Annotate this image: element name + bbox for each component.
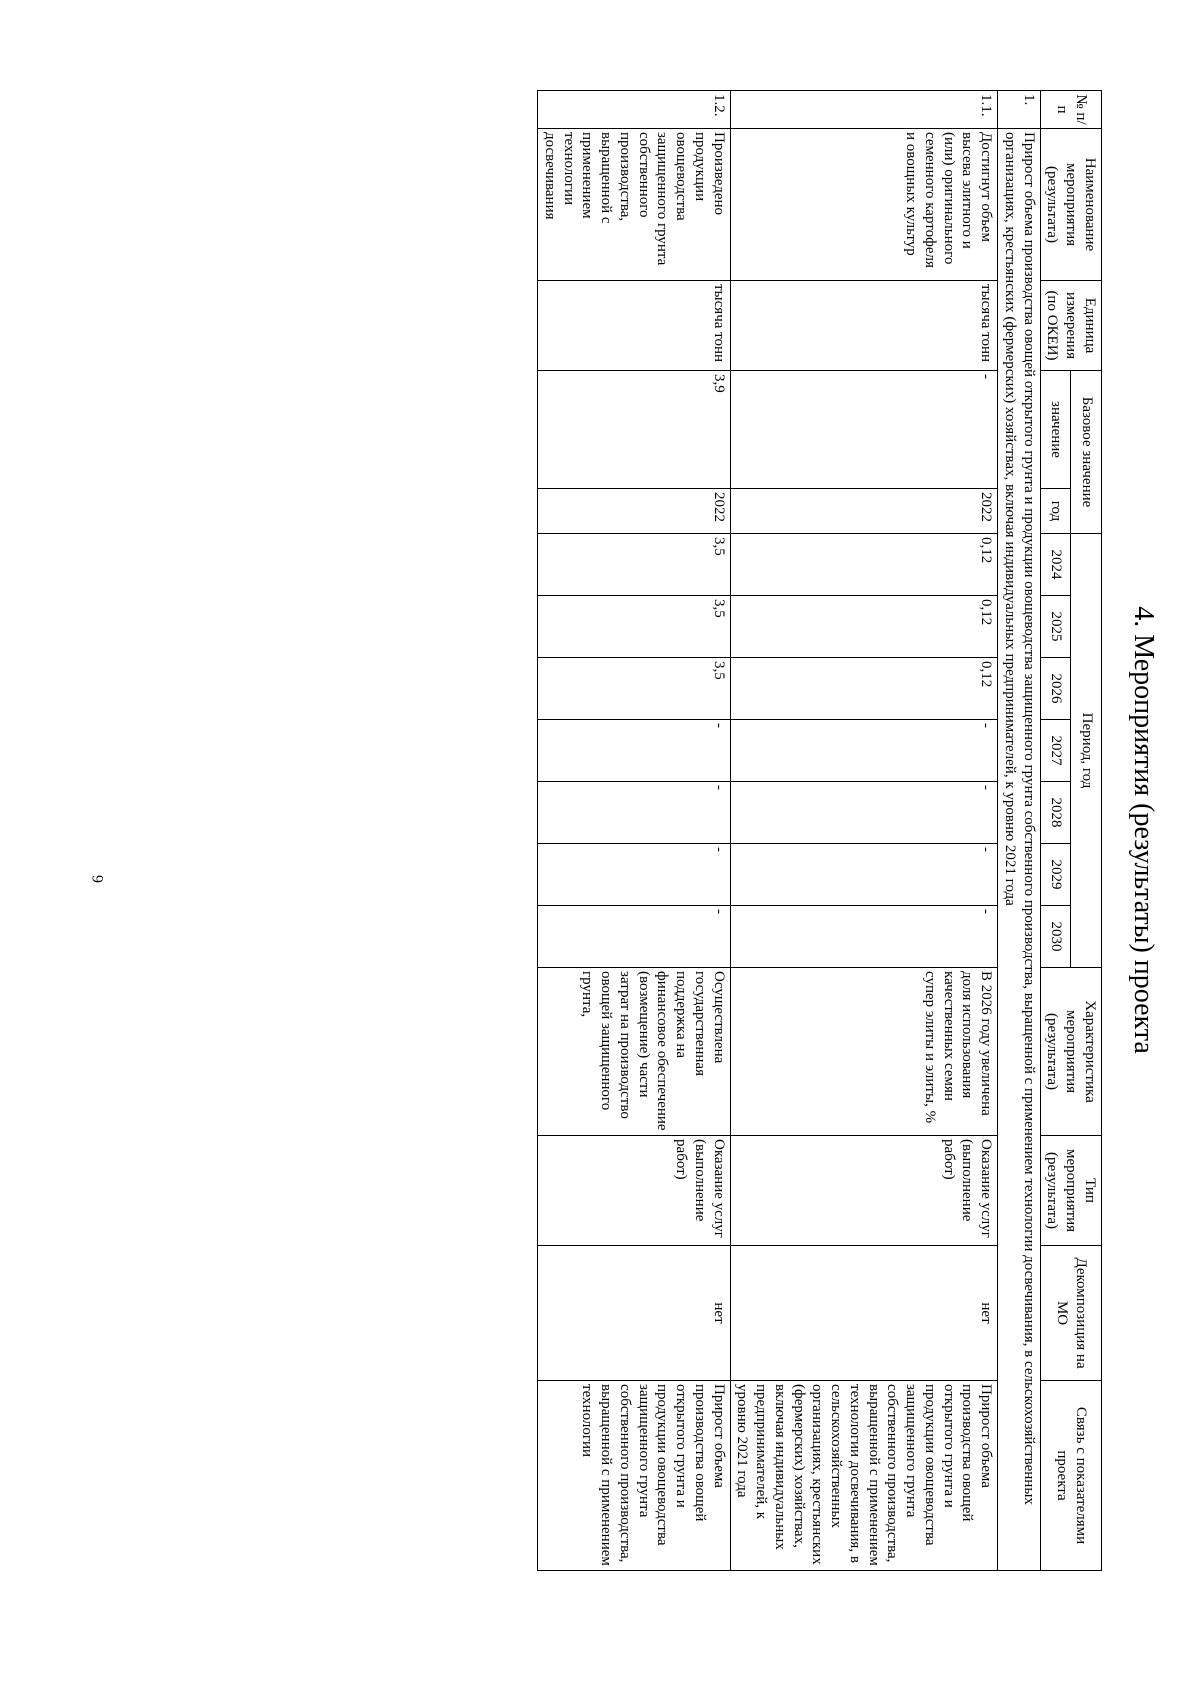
header-unit: Единица измерения (по ОКЕИ) xyxy=(1040,281,1101,371)
row-value: 3,5 xyxy=(538,534,731,596)
header-decomposition: Декомпозиция на МО xyxy=(1040,1246,1101,1381)
group-row xyxy=(998,91,1041,1571)
row-value: - xyxy=(730,844,998,906)
header-row-1 xyxy=(1071,91,1102,1571)
row-value: 0,12 xyxy=(730,596,998,658)
row-value: - xyxy=(730,720,998,782)
table-row xyxy=(538,91,731,1571)
row-characteristic: Осуществлена государственная поддержка на финансовое обеспечение (возмещение) части затрат на производство овощей защищенного грунта, xyxy=(538,968,731,1136)
header-year: 2028 xyxy=(1040,782,1071,844)
row-unit: тысяча тонн xyxy=(538,281,731,371)
header-year: 2026 xyxy=(1040,658,1071,720)
row-link: Прирост объема производства овощей открытого грунта и продукции овощеводства защищенного грунта собственного производства, выращенной с применением технологии xyxy=(538,1381,731,1571)
row-characteristic: В 2026 году увеличена доля использования качественных семян супер элиты и элиты, % xyxy=(730,968,998,1136)
row-value: - xyxy=(538,844,731,906)
row-base-value: - xyxy=(730,371,998,489)
header-num: № п/п xyxy=(1040,91,1101,129)
row-decomposition: нет xyxy=(730,1246,998,1381)
header-type: Тип мероприятия (результата) xyxy=(1040,1136,1101,1246)
row-value: 3,5 xyxy=(538,596,731,658)
header-year: 2029 xyxy=(1040,844,1071,906)
row-value: - xyxy=(730,782,998,844)
group-num: 1. xyxy=(998,91,1041,129)
row-decomposition: нет xyxy=(538,1246,731,1381)
row-type: Оказание услуг (выполнение работ) xyxy=(538,1136,731,1246)
row-base-year: 2022 xyxy=(730,489,998,534)
header-base-value: значение xyxy=(1040,371,1071,489)
row-name: Достигнут объем высева элитного и (или) оригинального семенного картофеля и овощных культур xyxy=(730,129,998,281)
header-base-year: год xyxy=(1040,489,1071,534)
header-year: 2025 xyxy=(1040,596,1071,658)
row-value: - xyxy=(730,906,998,968)
page-number: 6 xyxy=(90,875,107,883)
header-year: 2024 xyxy=(1040,534,1071,596)
table-row xyxy=(730,91,998,1571)
row-value: 0,12 xyxy=(730,534,998,596)
measures-table xyxy=(537,90,1102,1571)
row-type: Оказание услуг (выполнение работ) xyxy=(730,1136,998,1246)
row-value: 0,12 xyxy=(730,658,998,720)
header-characteristic: Характеристика мероприятия (результата) xyxy=(1040,968,1101,1136)
row-base-year: 2022 xyxy=(538,489,731,534)
row-value: - xyxy=(538,906,731,968)
row-value: 3,5 xyxy=(538,658,731,720)
row-value: - xyxy=(538,782,731,844)
header-link: Связь с показателями проекта xyxy=(1040,1381,1101,1571)
header-period: Период, год xyxy=(1071,534,1102,968)
row-name: Произведено продукции овощеводства защищенного грунта собственного производства, выращенной с применением технологии досвечивания xyxy=(538,129,731,281)
section-title: 4. Мероприятия (результаты) проекта xyxy=(1128,606,1159,1054)
header-base: Базовое значение xyxy=(1071,371,1102,534)
row-value: - xyxy=(538,720,731,782)
row-num: 1.2. xyxy=(538,91,731,129)
group-title: Прирост объема производства овощей открытого грунта и продукции овощеводства защищенного грунта собственного производства, выращенной с применением технологии досвечивания, в сельскохозяйственных организациях, крестьянских (фермерских) хозяйствах, включая индивидуальных предпринимателей, к уровню 2021 года xyxy=(998,129,1041,1571)
header-name: Наименование мероприятия (результата) xyxy=(1040,129,1101,281)
header-year: 2030 xyxy=(1040,906,1071,968)
rotated-content xyxy=(537,90,1160,1570)
row-base-value: 3,9 xyxy=(538,371,731,489)
row-link: Прирост объема производства овощей открытого грунта и продукции овощеводства защищенного грунта собственного производства, выращенной с применением технологии досвечивания, в сельскохозяйственных организациях, крестьянских (фермерских) хозяйствах, включая индивидуальных предпринимателей, к уровню 2021 года xyxy=(730,1381,998,1571)
row-num: 1.1. xyxy=(730,91,998,129)
header-year: 2027 xyxy=(1040,720,1071,782)
row-unit: тысяча тонн xyxy=(730,281,998,371)
